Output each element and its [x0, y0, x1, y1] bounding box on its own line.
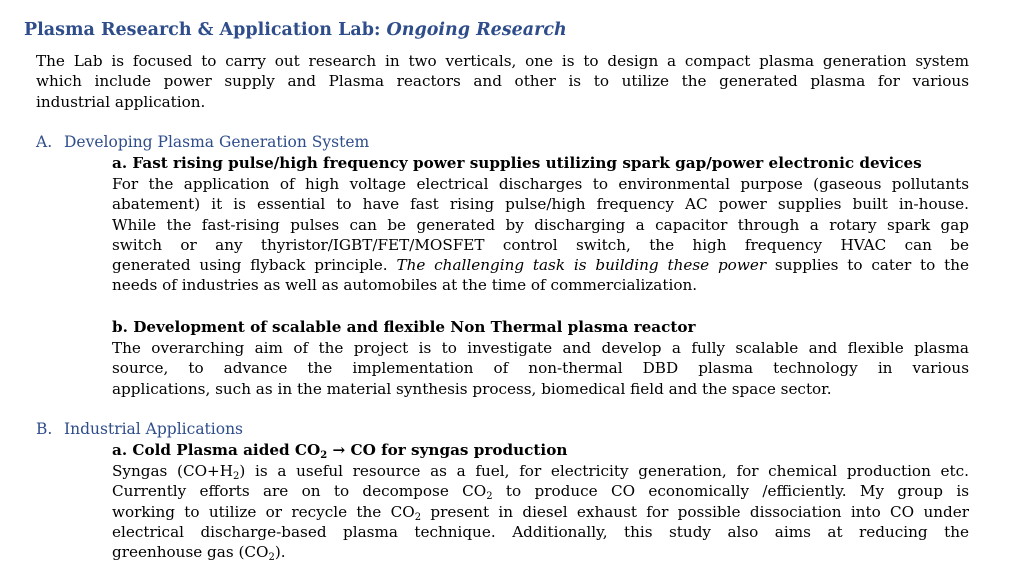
paragraph-line: [112, 542, 969, 562]
text-run: ).: [274, 543, 286, 562]
section-letter: A.: [36, 133, 53, 151]
paragraph-line: While the fast-rising pulses can be generated by discharging a capacitor through a rotary spark gap: [112, 215, 969, 234]
subsection-heading: [112, 441, 567, 459]
section-heading-a: [36, 133, 369, 151]
section-heading-b: [36, 420, 243, 438]
page-title: [24, 20, 567, 40]
paragraph-line: [112, 481, 969, 501]
subsection-heading: a. Fast rising pulse/high frequency power supplies utilizing spark gap/power electronic devices: [112, 154, 922, 172]
text-run: Syngas (CO+H: [112, 462, 234, 480]
subsection-paragraph: [112, 461, 969, 562]
text-run: present in diesel exhaust for possible dissociation into CO under: [421, 502, 969, 521]
paragraph-line: abatement) it is essential to have fast rising pulse/high frequency AC power supplies built in-house.: [112, 195, 969, 214]
subscript: 2: [268, 552, 275, 564]
page-title-main: Plasma Research & Application Lab:: [24, 20, 381, 40]
text-run: → CO for syngas production: [327, 441, 568, 459]
paragraph-line: switch or any thyristor/IGBT/FET/MOSFET control switch, the high frequency HVAC can be: [112, 235, 969, 254]
text-run: supplies to cater to the: [774, 256, 970, 275]
text-run: a. Cold Plasma aided CO: [112, 441, 321, 459]
paragraph-line: For the application of high voltage electrical discharges to environmental purpose (gaseous pollutants: [112, 175, 969, 193]
subsection-paragraph: [112, 338, 969, 399]
subscript: 2: [414, 511, 422, 523]
intro-line: The Lab is focused to carry out research in two verticals, one is to design a compact plasma generation system: [36, 52, 969, 70]
paragraph-line: source, to advance the implementation of non-thermal DBD plasma technology in various: [112, 359, 969, 378]
subscript: 2: [233, 471, 240, 482]
page-title-subtitle: Ongoing Research: [386, 20, 567, 40]
intro-paragraph: [36, 51, 969, 112]
intro-line: which include power supply and Plasma reactors and other is to utilize the generated plasma for various: [36, 72, 969, 91]
section-title: Developing Plasma Generation System: [64, 133, 370, 151]
text-run: greenhouse gas (CO: [112, 543, 269, 562]
subsection-heading: b. Development of scalable and flexible Non Thermal plasma reactor: [112, 318, 696, 336]
paragraph-line: applications, such as in the material synthesis process, biomedical field and the space sector.: [112, 379, 832, 398]
subscript: 2: [320, 450, 328, 461]
section-title: Industrial Applications: [64, 420, 244, 438]
paragraph-line: The overarching aim of the project is to investigate and develop a fully scalable and flexible plasma: [112, 339, 969, 357]
paragraph-line: [112, 502, 969, 522]
paragraph-line: [112, 255, 969, 275]
subsection-paragraph: [112, 174, 969, 296]
text-run: to produce CO economically /efficiently. My group is: [492, 482, 969, 501]
text-run: ) is a useful resource as a fuel, for electricity generation, for chemical production etc.: [239, 462, 969, 480]
paragraph-line: [112, 461, 969, 481]
text-run: generated using flyback principle.: [112, 256, 388, 275]
italic-text-run: The challenging task is building these power: [396, 256, 767, 275]
subscript: 2: [486, 491, 493, 503]
text-run: Currently efforts are on to decompose CO: [112, 482, 487, 501]
section-letter: B.: [36, 420, 53, 438]
paragraph-line: needs of industries as well as automobiles at the time of commercialization.: [112, 276, 698, 295]
paragraph-line: electrical discharge-based plasma technique. Additionally, this study also aims at reducing the: [112, 522, 969, 541]
text-run: working to utilize or recycle the CO: [112, 502, 415, 521]
intro-line: industrial application.: [36, 92, 206, 111]
